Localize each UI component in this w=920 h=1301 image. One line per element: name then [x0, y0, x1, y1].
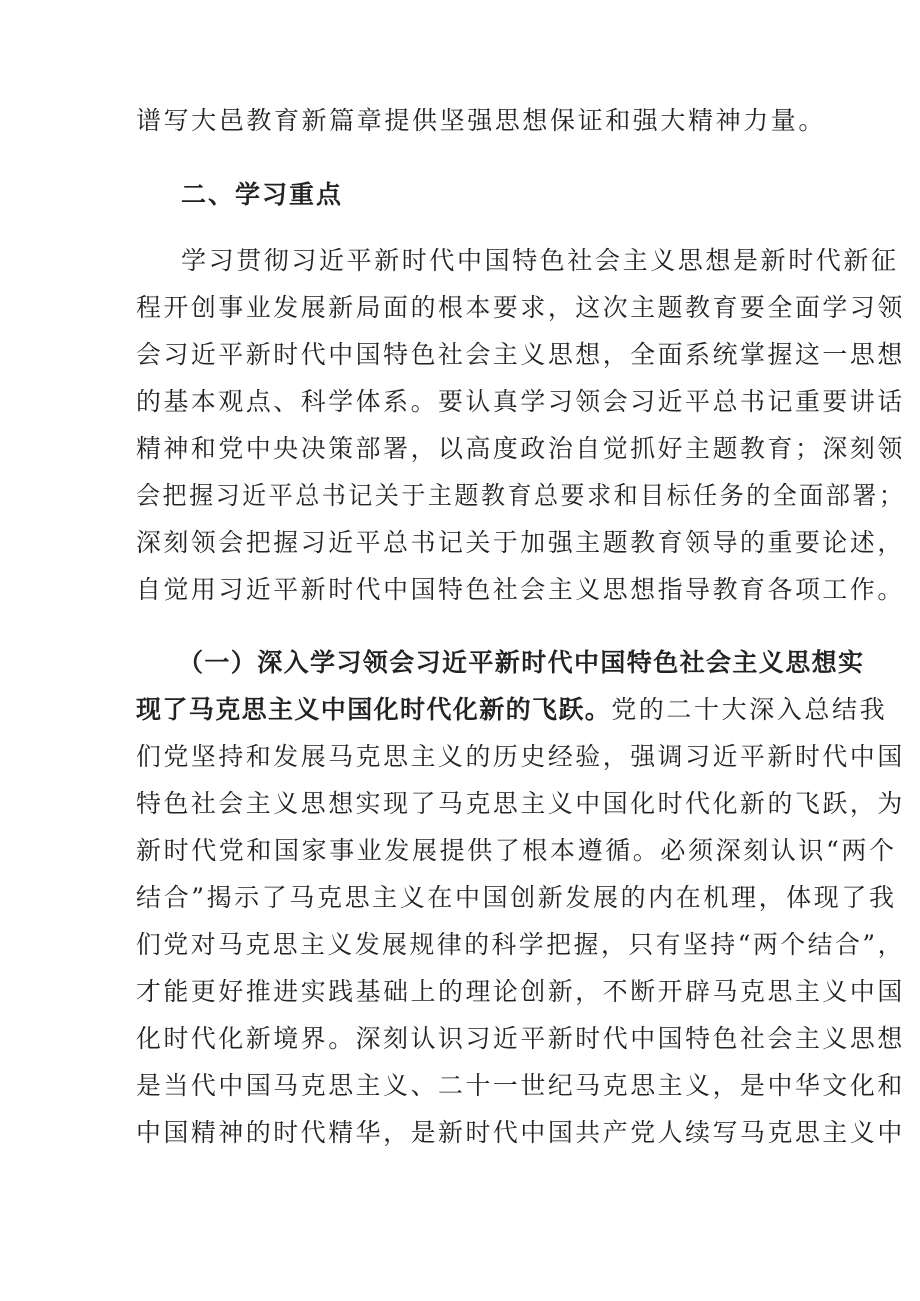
- paragraph2-line: 特色社会主义思想实现了马克思主义中国化时代化新的飞跃，为: [136, 789, 905, 818]
- paragraph2-line: 是当代中国马克思主义、二十一世纪马克思主义，是中华文化和: [136, 1071, 905, 1100]
- paragraph1-line: 会把握习近平总书记关于主题教育总要求和目标任务的全面部署；: [136, 481, 906, 510]
- paragraph2-line: 才能更好推进实践基础上的理论创新，不断开辟马克思主义中国: [136, 977, 905, 1006]
- paragraph2-line: 化时代化新境界。深刻认识习近平新时代中国特色社会主义思想: [136, 1024, 905, 1053]
- subsection-title: （一）深入学习领会习近平新时代中国特色社会主义思想实: [178, 648, 865, 677]
- subsection-line2: [136, 693, 887, 727]
- paragraph1-line: 程开创事业发展新局面的根本要求，这次主题教育要全面学习领: [136, 293, 905, 322]
- paragraph1-line: 深刻领会把握习近平总书记关于加强主题教育领导的重要论述，: [136, 528, 905, 557]
- paragraph1-line: 的基本观点、科学体系。要认真学习领会习近平总书记重要讲话: [136, 387, 905, 416]
- paragraph2-line: 们党坚持和发展马克思主义的历史经验，强调习近平新时代中国: [136, 742, 905, 771]
- paragraph1-line: 会习近平新时代中国特色社会主义思想，全面系统掌握这一思想: [136, 340, 905, 369]
- paragraph2-line: 们党对马克思主义发展规律的科学把握，只有坚持“两个结合”，: [136, 930, 905, 959]
- paragraph2-line: 结合”揭示了马克思主义在中国创新发展的内在机理，体现了我: [136, 883, 897, 912]
- paragraph2-line: 中国精神的时代精华，是新时代中国共产党人续写马克思主义中: [136, 1118, 905, 1147]
- paragraph1-line: 精神和党中央决策部署，以高度政治自觉抓好主题教育；深刻领: [136, 434, 905, 463]
- section-heading: 二、学习重点: [181, 180, 344, 209]
- intro-tail-line: 谱写大邑教育新篇章提供坚强思想保证和强大精神力量。: [136, 106, 827, 135]
- subsection-title-continued: 现了马克思主义中国化时代化新的飞跃。: [136, 695, 612, 724]
- paragraph2-line: 新时代党和国家事业发展提供了根本遵循。必须深刻认识“两个: [136, 836, 897, 865]
- subsection-text-start: 党的二十大深入总结我: [611, 695, 888, 724]
- paragraph1-line: 自觉用习近平新时代中国特色社会主义思想指导教育各项工作。: [136, 575, 905, 604]
- paragraph1-line: 学习贯彻习近平新时代中国特色社会主义思想是新时代新征: [181, 246, 899, 275]
